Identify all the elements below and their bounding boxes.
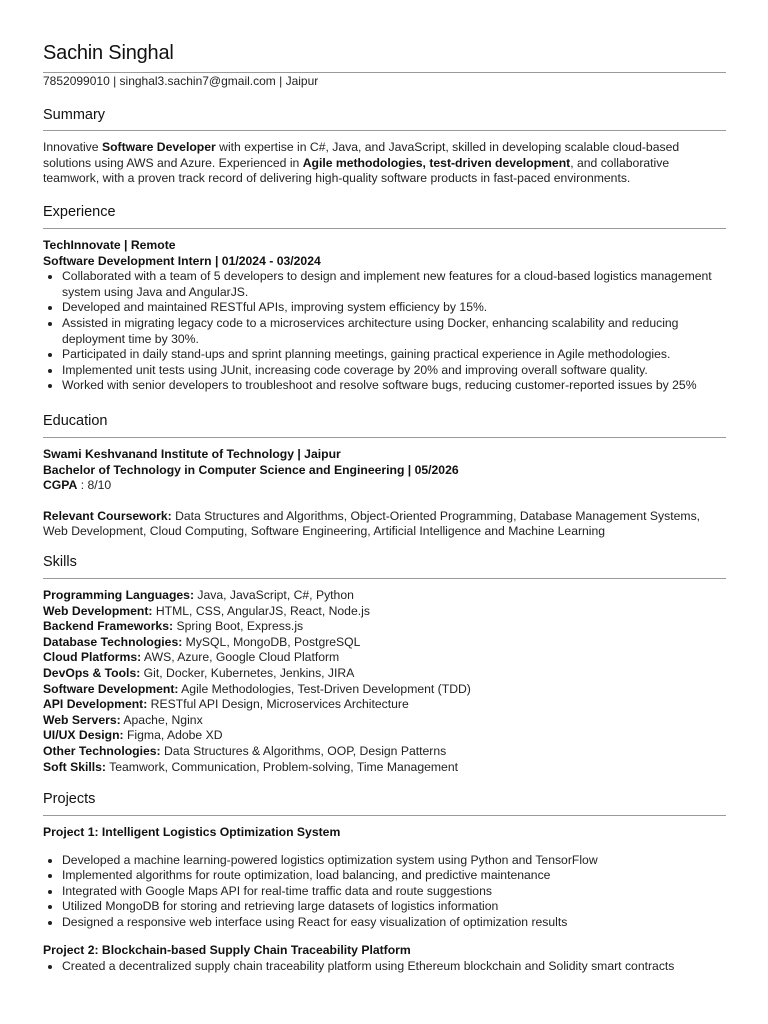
header-divider (43, 72, 726, 73)
experience-bullets (43, 269, 728, 394)
skill-row (43, 682, 728, 698)
education-degree: Bachelor of Technology in Computer Science and Engineering | 05/2026 (43, 462, 459, 477)
skill-row (43, 760, 728, 776)
skill-row (43, 666, 728, 682)
skill-label: Soft Skills: (43, 759, 106, 774)
experience-entry (43, 238, 728, 394)
skill-value: MySQL, MongoDB, PostgreSQL (182, 634, 361, 649)
summary-text (43, 140, 728, 187)
list-item: • Worked with senior developers to troubleshoot and resolve software bugs, reducing customer-reported issues by 25% (62, 378, 728, 394)
skill-value: Data Structures & Algorithms, OOP, Design Patterns (160, 743, 447, 758)
cgpa-label: CGPA (43, 478, 78, 493)
skill-label: Web Servers: (43, 712, 121, 727)
skill-value: Git, Docker, Kubernetes, Jenkins, JIRA (140, 665, 355, 680)
skill-label: Other Technologies: (43, 743, 161, 758)
skills-list (43, 588, 728, 775)
list-item: • Integrated with Google Maps API for real-time traffic data and route suggestions (62, 884, 728, 900)
skill-row (43, 697, 728, 713)
projects-heading: Projects (43, 791, 96, 807)
skill-label: Backend Frameworks: (43, 619, 174, 634)
skills-divider (43, 578, 726, 579)
skill-label: API Development: (43, 697, 148, 712)
skill-value: HTML, CSS, AngularJS, React, Node.js (152, 603, 370, 618)
skill-label: Programming Languages: (43, 588, 195, 602)
experience-heading: Experience (43, 204, 116, 220)
candidate-name: Sachin Singhal (43, 42, 174, 64)
list-item: • Participated in daily stand-ups and sprint planning meetings, gaining practical experience in Agile methodologies. (62, 347, 728, 363)
skills-heading: Skills (43, 554, 77, 570)
experience-company: TechInnovate | Remote (43, 238, 176, 252)
project-2-bullets (43, 959, 728, 975)
skill-label: Software Development: (43, 681, 179, 696)
contact-line: 7852099010 | singhal3.sachin7@gmail.com | Jaipur (43, 74, 319, 88)
skill-row (43, 635, 728, 651)
summary-text-3: , and collaborative teamwork, with a proven track record of delivering high-quality software products in fast-paced environments. (43, 155, 670, 186)
skill-value: Teamwork, Communication, Problem-solving, Time Management (105, 759, 458, 774)
skill-label: Cloud Platforms: (43, 650, 142, 665)
experience-role: Software Development Intern | 01/2024 - 03/2024 (43, 253, 321, 268)
skill-value: Figma, Adobe XD (123, 728, 223, 743)
education-cgpa (43, 478, 728, 494)
list-item: • Assisted in migrating legacy code to a microservices architecture using Docker, enhancing scalability and reducing deployment time by 30%. (62, 316, 728, 347)
list-item: • Developed and maintained RESTful APIs, improving system efficiency by 15%. (62, 300, 728, 316)
skill-label: Web Development: (43, 603, 153, 618)
education-coursework (43, 509, 728, 540)
skill-row (43, 650, 728, 666)
education-entry (43, 447, 728, 540)
skill-value: AWS, Azure, Google Cloud Platform (141, 650, 340, 665)
list-item: • Created a decentralized supply chain traceability platform using Ethereum blockchain and Solidity smart contracts (62, 959, 728, 975)
education-heading: Education (43, 413, 108, 429)
skill-row (43, 604, 728, 620)
list-item: • Designed a responsive web interface using React for easy visualization of optimization results (62, 915, 728, 931)
summary-highlight-role: Software Developer (101, 140, 216, 154)
projects-divider (43, 815, 726, 816)
project-1 (43, 825, 728, 931)
list-item: • Developed a machine learning-powered logistics optimization system using Python and TensorFlow (62, 853, 728, 869)
skill-value: RESTful API Design, Microservices Architecture (147, 697, 409, 712)
list-item: • Implemented unit tests using JUnit, increasing code coverage by 20% and improving overall software quality. (62, 363, 728, 379)
summary-divider (43, 130, 726, 131)
coursework-label: Relevant Coursework: (43, 508, 172, 523)
skill-row (43, 728, 728, 744)
skill-row (43, 588, 728, 604)
coursework-value: Data Structures and Algorithms, Object-Oriented Programming, Database Management Systems, Web Development, Cloud Computing, Software Engineering, Artificial Intelligence and Machine Learning (43, 508, 701, 539)
skill-value: Spring Boot, Express.js (173, 619, 304, 634)
project-1-title: Project 1: Intelligent Logistics Optimization System (43, 825, 341, 839)
project-2-title: Project 2: Blockchain-based Supply Chain Traceability Platform (43, 943, 411, 957)
skill-label: DevOps & Tools: (43, 665, 141, 680)
list-item: • Collaborated with a team of 5 developers to design and implement new features for a cloud-based logistics management system using Java and AngularJS. (62, 269, 728, 300)
project-1-bullets (43, 853, 728, 931)
skill-value: Java, JavaScript, C#, Python (194, 588, 354, 602)
skill-value: Agile Methodologies, Test-Driven Development (TDD) (178, 681, 471, 696)
skill-row (43, 744, 728, 760)
education-divider (43, 437, 726, 438)
skill-row (43, 713, 728, 729)
cgpa-value: : 8/10 (77, 478, 112, 493)
skill-value: Apache, Nginx (120, 712, 203, 727)
skill-label: UI/UX Design: (43, 728, 124, 743)
list-item: • Implemented algorithms for route optimization, load balancing, and predictive maintenance (62, 868, 728, 884)
summary-text-2: with expertise in C#, Java, and JavaScript, skilled in developing scalable cloud-based solutions using AWS and Azure. Experienced in (43, 140, 680, 170)
experience-divider (43, 228, 726, 229)
project-2 (43, 943, 728, 974)
summary-text-1: Innovative (43, 140, 102, 154)
summary-heading: Summary (43, 107, 106, 123)
skill-label: Database Technologies: (43, 634, 183, 649)
list-item: • Utilized MongoDB for storing and retrieving large datasets of logistics information (62, 899, 728, 915)
skill-row (43, 619, 728, 635)
education-school: Swami Keshvanand Institute of Technology | Jaipur (43, 447, 341, 461)
summary-highlight-methods: Agile methodologies, test-driven development (302, 155, 571, 170)
